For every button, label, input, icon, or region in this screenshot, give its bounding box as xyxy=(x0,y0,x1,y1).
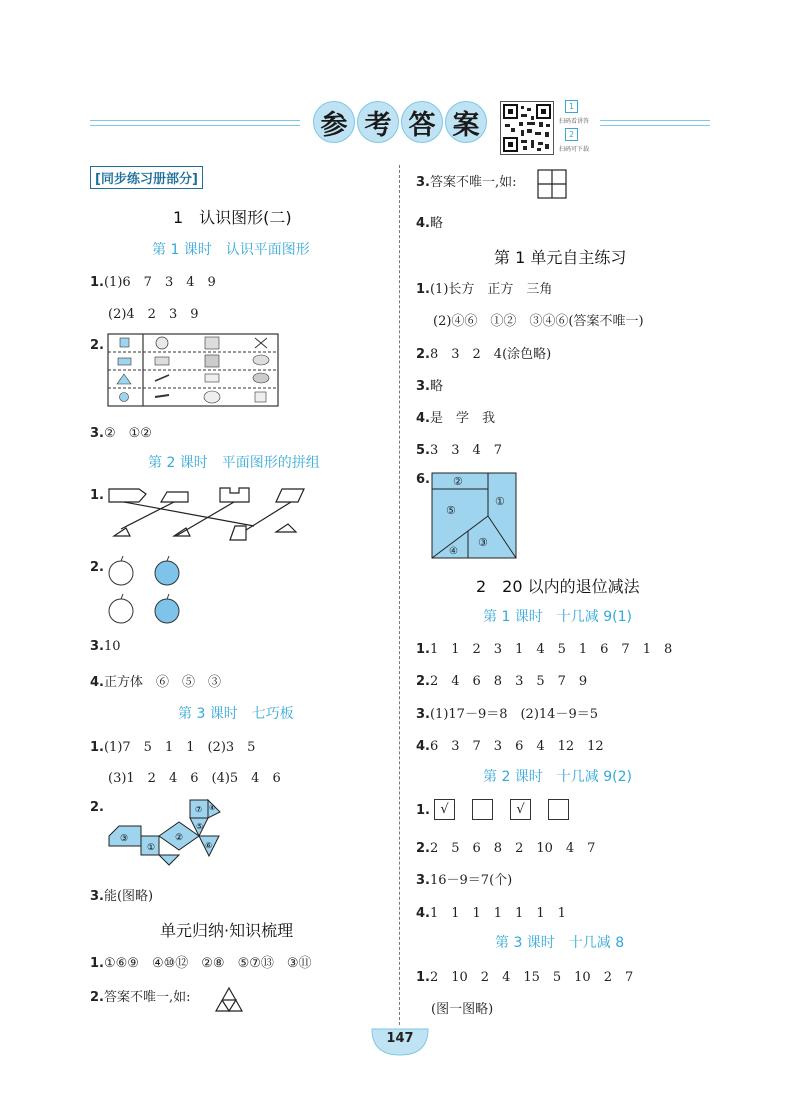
answer-line: (2)④⑥ ①② ③④⑥(答案不唯一) xyxy=(433,314,644,329)
qr-label-1: 扫码看讲答 xyxy=(559,118,590,125)
answer-line: 2.答案不唯一,如: xyxy=(90,990,191,1005)
check-box xyxy=(548,799,569,820)
answer-line: 5.3 3 4 7 xyxy=(416,443,503,458)
summary-title: 单元归纳·知识梳理 xyxy=(160,921,294,940)
lesson-title: 第 1 课时 十几减 9(1) xyxy=(483,609,632,625)
svg-text:⑤: ⑤ xyxy=(446,504,456,517)
answer-line: 2.2 5 6 8 2 10 4 7 xyxy=(416,841,596,856)
svg-text:③: ③ xyxy=(120,834,129,844)
title-char: 考 xyxy=(357,101,399,143)
triangle-figure xyxy=(214,986,244,1014)
check-box: √ xyxy=(510,799,531,820)
answer-line: 1.1 1 2 3 1 4 5 1 6 7 1 8 xyxy=(416,642,673,657)
svg-text:⑤: ⑤ xyxy=(196,822,204,831)
unit-practice-title: 第 1 单元自主练习 xyxy=(494,248,627,267)
apple-coloring-figure xyxy=(104,555,194,630)
answer-line: 3.② ①② xyxy=(90,426,152,441)
lesson-title: 第 2 课时 平面图形的拼组 xyxy=(148,455,320,471)
answer-line: 2.2 4 6 8 3 5 7 9 xyxy=(416,674,588,689)
answer-line: (2)4 2 3 9 xyxy=(108,307,199,322)
title-char: 参 xyxy=(313,101,355,143)
check-box xyxy=(472,799,493,820)
lesson-title: 第 3 课时 七巧板 xyxy=(178,706,294,722)
qr-label-2: 扫码可下载 xyxy=(559,146,590,153)
svg-text:①: ① xyxy=(495,495,505,508)
answer-line: 3.略 xyxy=(416,379,443,394)
tangram-horse-figure xyxy=(108,798,238,868)
svg-text:④: ④ xyxy=(449,546,458,557)
qr-badge-2: 2 xyxy=(565,128,578,141)
tangram-square-figure xyxy=(431,472,517,559)
answer-num: 2. xyxy=(90,338,104,353)
answer-line: 4.6 3 7 3 6 4 12 12 xyxy=(416,739,604,754)
lesson-title: 第 3 课时 十几减 8 xyxy=(495,935,625,951)
section-tag: [同步练习册部分] xyxy=(90,166,203,189)
answer-line: 3.(1)17－9＝8 (2)14－9＝5 xyxy=(416,707,598,722)
shape-sorting-table xyxy=(107,333,279,407)
answer-line: 1.①⑥⑨ ④⑩⑫ ②⑧ ⑤⑦⑬ ③⑪ xyxy=(90,956,312,971)
answer-line: 4.是 学 我 xyxy=(416,411,495,426)
svg-text:⑥: ⑥ xyxy=(205,841,213,850)
answer-line: 3.能(图略) xyxy=(90,889,154,904)
answer-line: 1.2 10 2 4 15 5 10 2 7 xyxy=(416,970,634,985)
shape-matching-figure xyxy=(106,484,306,544)
answer-num: 6. xyxy=(416,472,430,487)
title-char: 案 xyxy=(445,101,487,143)
answer-line: 2.8 3 2 4(涂色略) xyxy=(416,347,552,362)
answer-line: 1.(1)长方 正方 三角 xyxy=(416,282,553,297)
svg-text:④: ④ xyxy=(209,804,216,812)
square-grid-figure xyxy=(537,169,567,199)
answer-line: 1.(1)6 7 3 4 9 xyxy=(90,275,216,290)
answer-line: 4.正方体 ⑥ ⑤ ③ xyxy=(90,675,221,690)
page-number: 147 xyxy=(386,1031,414,1046)
svg-text:①: ① xyxy=(147,843,156,853)
chapter-title: 1 认识图形(二) xyxy=(173,208,292,227)
svg-text:③: ③ xyxy=(478,536,488,549)
qr-code[interactable] xyxy=(500,101,554,155)
svg-text:②: ② xyxy=(453,475,463,488)
answer-line: 3.答案不唯一,如: xyxy=(416,175,517,190)
header-rule-right xyxy=(600,120,710,121)
answer-line: 3.10 xyxy=(90,639,121,654)
lesson-title: 第 2 课时 十几减 9(2) xyxy=(483,769,632,785)
svg-text:②: ② xyxy=(175,833,184,843)
page-number-badge xyxy=(370,1027,430,1057)
header-rule-right-2 xyxy=(600,125,710,126)
answer-num: 2. xyxy=(90,800,104,815)
answer-line: 4.1 1 1 1 1 1 1 xyxy=(416,906,566,921)
check-box: √ xyxy=(434,799,455,820)
column-divider xyxy=(399,165,400,1025)
qr-badge-1: 1 xyxy=(565,100,578,113)
answer-line: 3.16－9＝7(个) xyxy=(416,873,513,888)
chapter-title: 2 20 以内的退位减法 xyxy=(476,577,640,596)
answer-line: (3)1 2 4 6 (4)5 4 6 xyxy=(108,771,281,786)
svg-text:⑦: ⑦ xyxy=(195,805,203,814)
lesson-title: 第 1 课时 认识平面图形 xyxy=(152,242,310,258)
answer-line: 1.(1)7 5 1 1 (2)3 5 xyxy=(90,740,256,755)
answer-line: (图一图略) xyxy=(431,1002,494,1017)
title-char: 答 xyxy=(401,101,443,143)
header-rule-left xyxy=(90,120,300,121)
answer-num: 1. xyxy=(90,488,104,503)
answer-line: 4.略 xyxy=(416,216,443,231)
header-rule-left-2 xyxy=(90,125,300,126)
answer-num: 2. xyxy=(90,560,104,575)
answer-num: 1. xyxy=(416,803,430,818)
